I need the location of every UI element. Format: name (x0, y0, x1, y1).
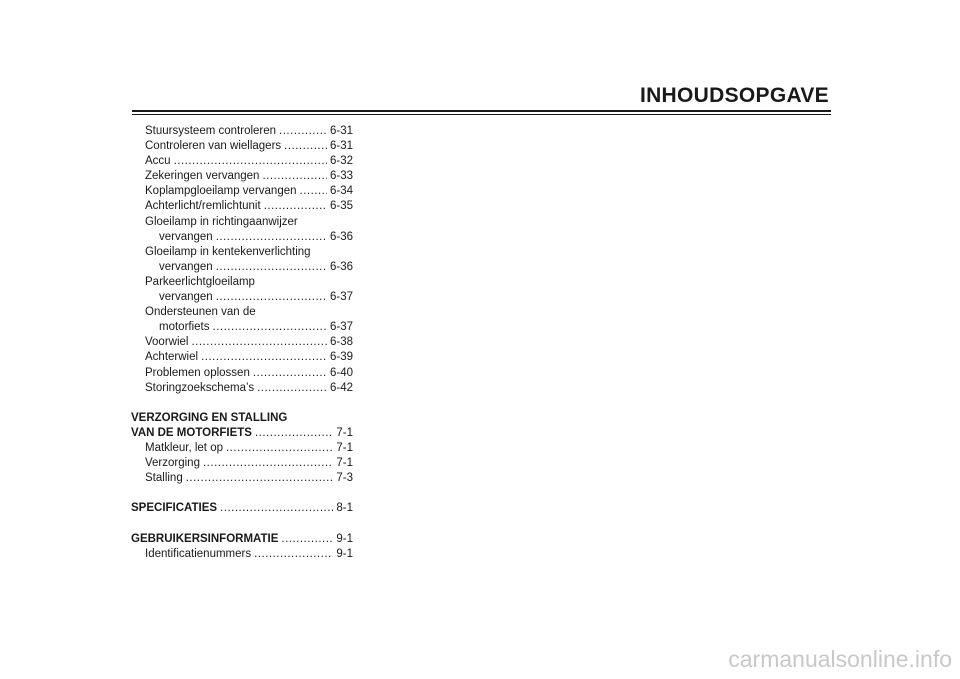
dot-leader (279, 124, 327, 139)
dot-leader (203, 456, 333, 471)
chapter-7-heading[interactable]: VERZORGING EN STALLING (131, 411, 288, 424)
dot-leader (191, 335, 327, 350)
toc-entry-text: Achterwiel (145, 351, 199, 364)
toc-entry-heading[interactable] (131, 215, 353, 230)
chapter-7-entry[interactable] (131, 426, 353, 441)
spacer (131, 486, 353, 501)
toc-entry-text: Verzorging (145, 457, 200, 470)
toc-entry-page: 7-1 (336, 441, 353, 454)
toc-entry[interactable] (131, 139, 353, 154)
toc-entry-page: 6-36 (329, 260, 353, 273)
toc-entry-text: Gloeilamp in kentekenverlichting (145, 245, 311, 258)
page-title: INHOUDSOPGAVE (639, 84, 829, 107)
dot-leader (201, 350, 327, 365)
dot-leader (216, 230, 327, 245)
toc-entry-page: 6-34 (329, 185, 353, 198)
dot-leader (262, 169, 327, 184)
toc-entry-page: 6-37 (329, 291, 353, 304)
toc-entry[interactable] (131, 547, 353, 562)
chapter-8-entry[interactable] (131, 501, 353, 516)
toc-entry-text: Achterlicht/remlichtunit (145, 200, 261, 213)
toc-entry-page: 6-38 (329, 336, 353, 349)
dot-leader (213, 320, 327, 335)
chapter-8-page: 8-1 (336, 502, 353, 515)
toc-entry-text-cont: vervangen (159, 260, 213, 273)
dot-leader (257, 381, 327, 396)
toc-entry-page: 6-39 (329, 351, 353, 364)
toc-entry[interactable] (131, 124, 353, 139)
toc-entry-page: 6-31 (329, 140, 353, 153)
toc-entry[interactable] (131, 230, 353, 245)
toc-entry-heading[interactable] (131, 275, 353, 290)
toc-entry[interactable] (131, 290, 353, 305)
toc-entry-text: Koplampgloeilamp vervangen (145, 185, 297, 198)
dot-leader (281, 532, 333, 547)
toc-entry-text-cont: vervangen (159, 291, 213, 304)
chapter-9-entry[interactable] (131, 532, 353, 547)
toc-entry-heading[interactable] (131, 305, 353, 320)
toc-entry[interactable] (131, 381, 353, 396)
toc-entry[interactable] (131, 441, 353, 456)
dot-leader (216, 260, 327, 275)
toc-entry[interactable] (131, 366, 353, 381)
toc-entry[interactable] (131, 320, 353, 335)
toc-entry-text: Controleren van wiellagers (145, 140, 282, 153)
toc-entry-text: Matkleur, let op (145, 441, 223, 454)
toc-entry-text: Stalling (145, 472, 183, 485)
toc-entry[interactable] (131, 456, 353, 471)
toc-entry-text: Gloeilamp in richtingaanwijzer (145, 215, 298, 228)
toc-entry-text: Storingzoekschema’s (145, 381, 255, 394)
toc-entry[interactable] (131, 184, 353, 199)
toc-entry-page: 6-33 (329, 170, 353, 183)
dot-leader (226, 441, 333, 456)
chapter-8-title: SPECIFICATIES (131, 502, 218, 515)
toc-entry[interactable] (131, 154, 353, 169)
dot-leader (216, 290, 327, 305)
toc-entry[interactable] (131, 169, 353, 184)
dot-leader (186, 471, 334, 486)
title-rule-thin (132, 114, 831, 115)
toc-entry-text: Voorwiel (145, 336, 189, 349)
toc-entry-text: Parkeerlichtgloeilamp (145, 275, 255, 288)
toc-entry-text: Identificatienummers (145, 547, 252, 560)
toc-entry-page: 7-1 (336, 457, 353, 470)
dot-leader (220, 501, 333, 516)
toc-entry-text: Ondersteunen van de (145, 306, 256, 319)
dot-leader (174, 154, 327, 169)
toc-entry-text: Problemen oplossen (145, 366, 250, 379)
toc-entry-page: 6-37 (329, 321, 353, 334)
watermark: carmanualsonline.info (728, 646, 952, 672)
chapter-9-title: GEBRUIKERSINFORMATIE (131, 532, 279, 545)
toc-entry-text: Stuursysteem controleren (145, 125, 277, 137)
toc-entry-text-cont: motorfiets (159, 321, 210, 334)
toc-entry-page: 6-40 (329, 366, 353, 379)
toc-entry-text-cont: vervangen (159, 230, 213, 243)
toc-entry-page: 6-31 (329, 125, 353, 137)
dot-leader (300, 184, 327, 199)
dot-leader (264, 199, 327, 214)
toc-entry-page: 6-36 (329, 230, 353, 243)
title-rule-thick (132, 110, 831, 112)
chapter-7-title-line2: VAN DE MOTORFIETS (131, 426, 252, 439)
toc-entry-page: 6-35 (329, 200, 353, 213)
toc-entry-heading[interactable] (131, 245, 353, 260)
toc-entry-page: 7-3 (336, 472, 353, 485)
dot-leader (254, 547, 333, 562)
toc-entry-text: Accu (145, 155, 171, 168)
toc-entry-page: 6-32 (329, 155, 353, 168)
dot-leader (253, 366, 327, 381)
dot-leader (255, 426, 333, 441)
spacer (131, 516, 353, 531)
chapter-9-page: 9-1 (336, 532, 353, 545)
toc-entry-text: Zekeringen vervangen (145, 170, 260, 183)
toc-entry[interactable] (131, 350, 353, 365)
toc-entry-page: 6-42 (329, 381, 353, 394)
toc-entry[interactable] (131, 199, 353, 214)
dot-leader (284, 139, 327, 154)
spacer (131, 396, 353, 411)
toc-entry-page: 9-1 (336, 547, 353, 560)
toc-entry[interactable] (131, 471, 353, 486)
table-of-contents (131, 124, 353, 562)
toc-entry[interactable] (131, 260, 353, 275)
chapter-7-page: 7-1 (336, 426, 353, 439)
toc-entry[interactable] (131, 335, 353, 350)
